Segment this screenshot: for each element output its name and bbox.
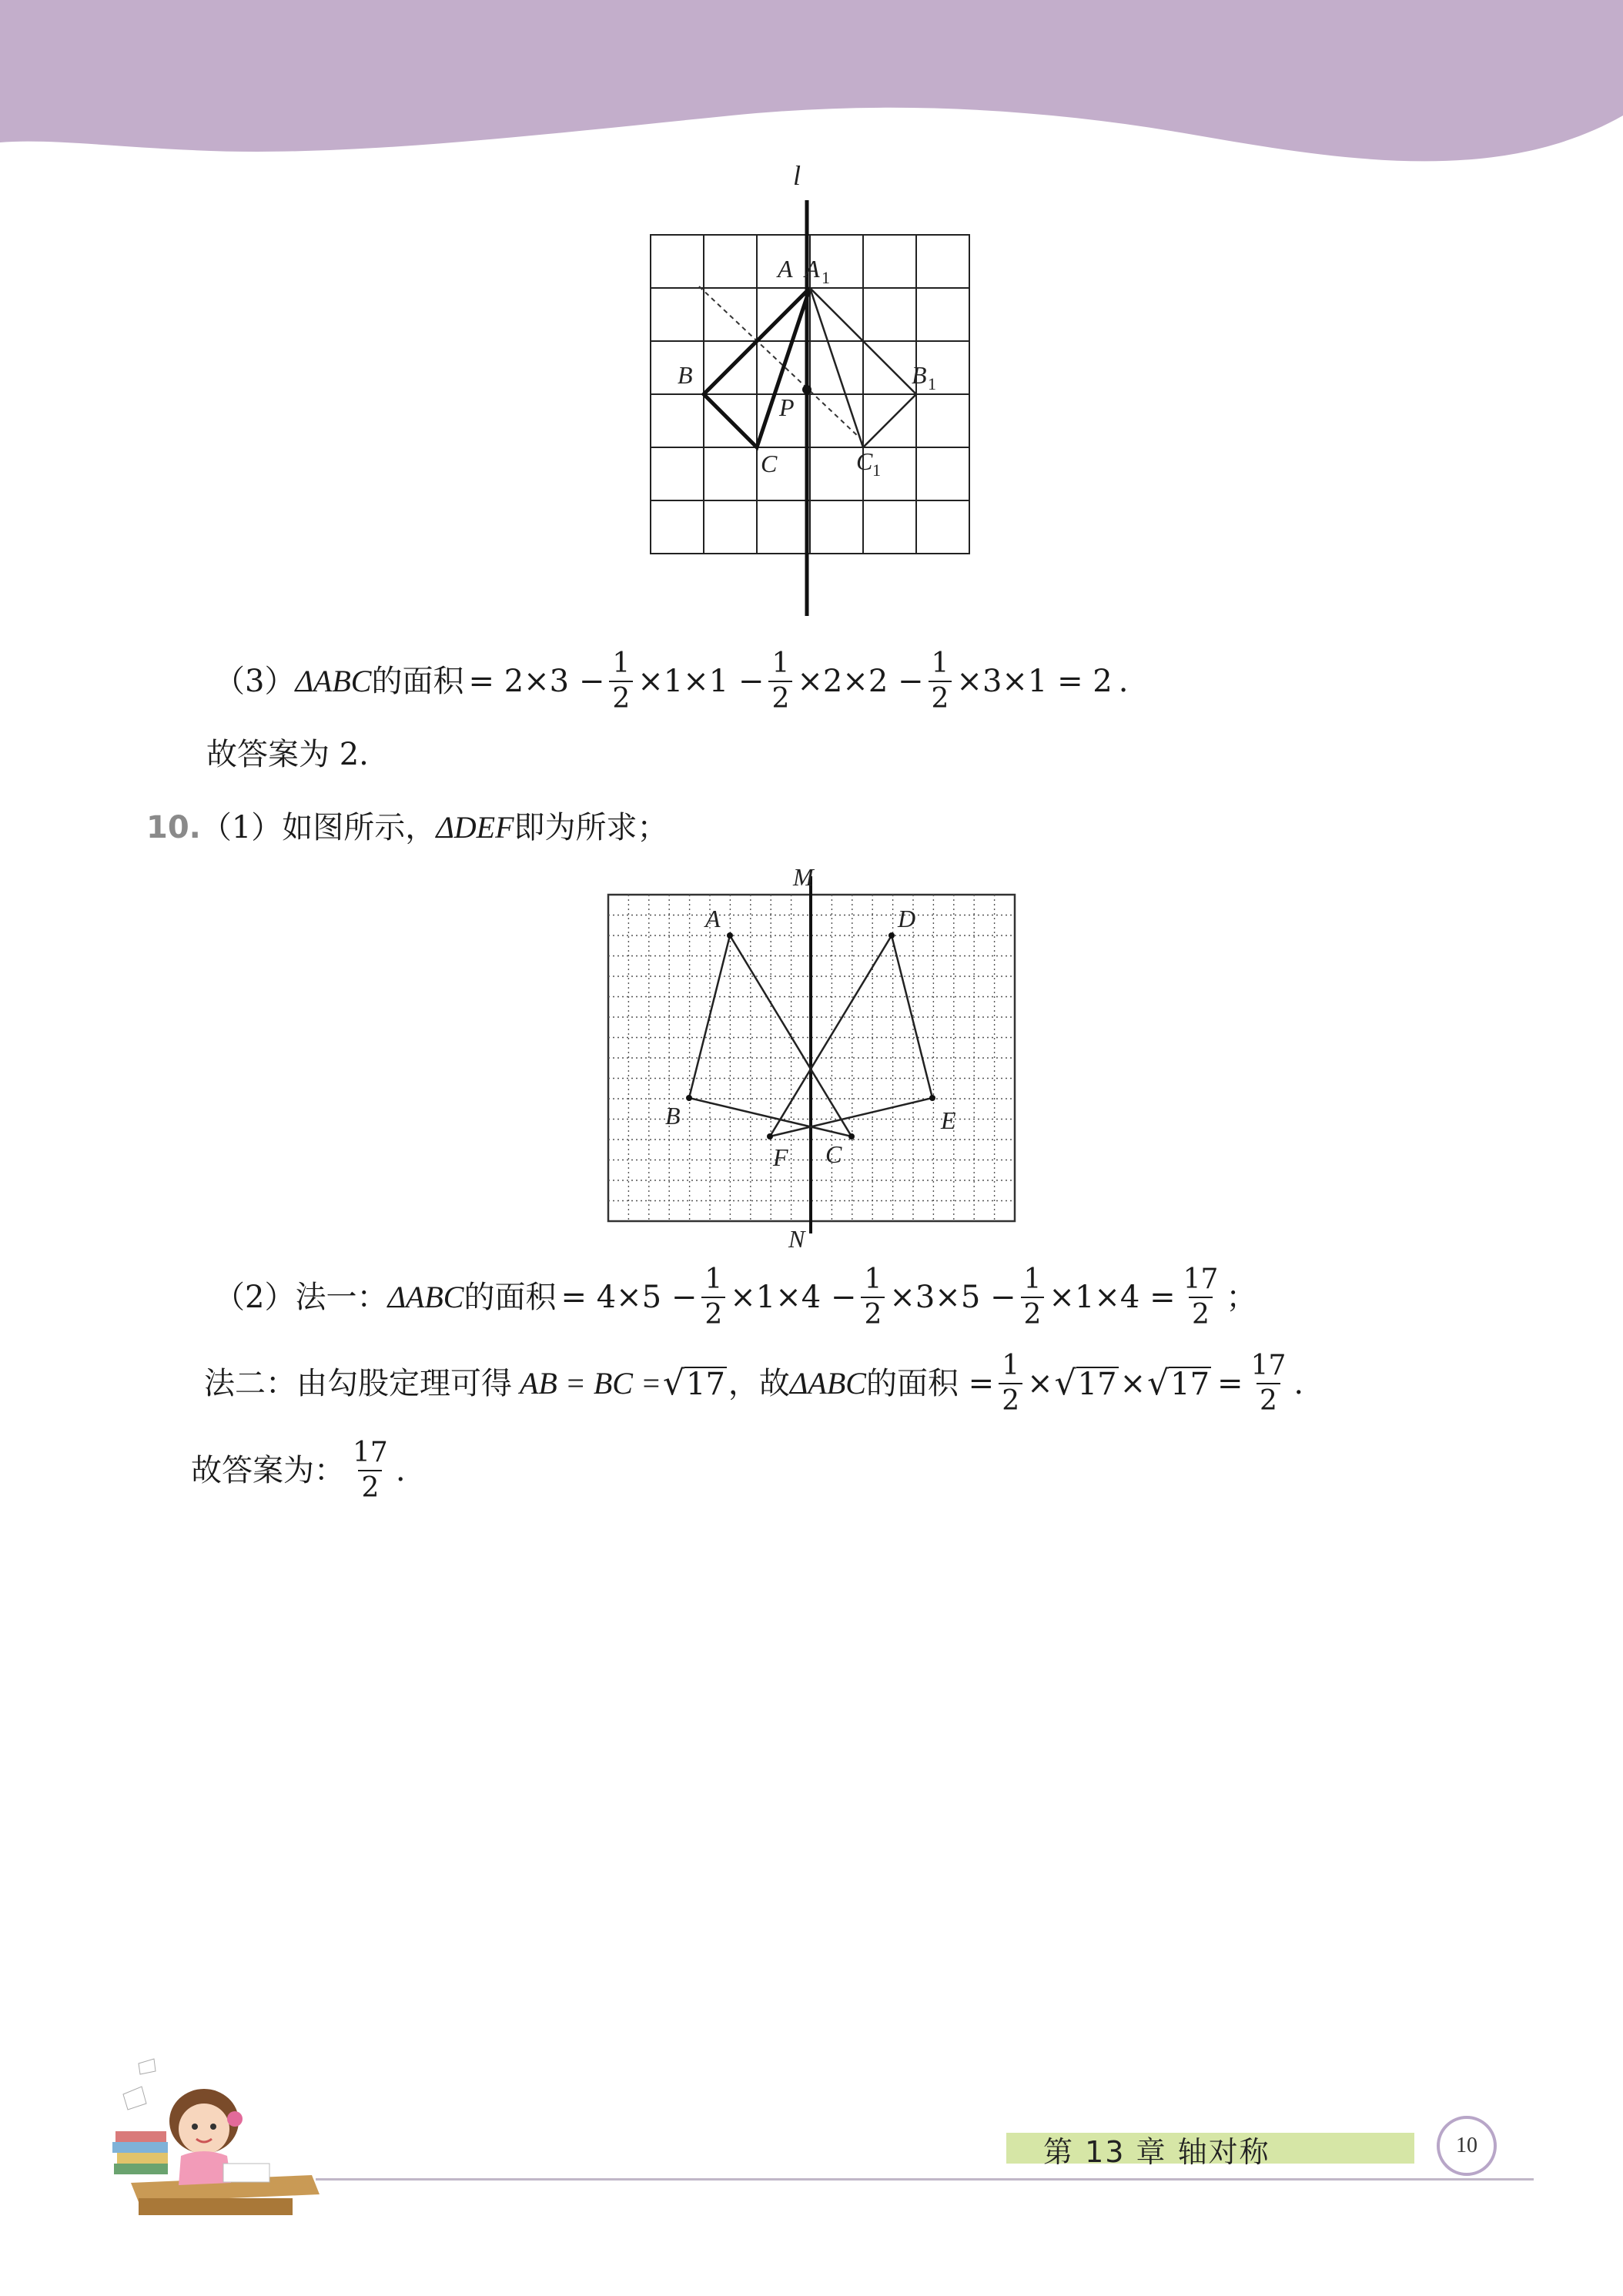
svg-text:1: 1	[822, 268, 830, 287]
fraction-half-1: $\frac{1}{2}$	[609, 650, 633, 713]
sqrt-17-c: √ 17	[1147, 1364, 1210, 1403]
label-c-2: C	[825, 1140, 842, 1168]
part3-area-line: （3） ΔABC 的面积 = 2×3 − $\frac{1}{2}$ ×1×1 − $\frac{1}{2}$ ×2×2 − $\frac{1}{2}$ ×3×1 = 2 .	[214, 648, 1129, 715]
label-a1: A	[805, 255, 820, 283]
q10-part1-line: 10. （1）如图所示， ΔDEF 即为所求；	[146, 810, 668, 845]
question-number: 10.	[146, 810, 201, 845]
label-e: E	[941, 1106, 956, 1134]
figure-symmetry-grid	[585, 862, 1032, 1255]
figure-reflection-grid	[631, 154, 986, 624]
label-f: F	[773, 1143, 788, 1171]
label-b1: B	[912, 361, 927, 389]
label-a: A	[778, 255, 793, 283]
method2-line: 法二：由勾股定理可得 AB = BC = √ 17 ，故 ΔABC 的面积 = $\frac{1}{2}$ × √ 17 × √ 17 = $\frac{17}{2}$ .	[204, 1350, 1304, 1417]
svg-text:1: 1	[928, 374, 936, 393]
footer-divider	[316, 2178, 1534, 2181]
label-c1: C	[856, 447, 873, 475]
page-number-badge: 10	[1437, 2116, 1497, 2176]
fraction-answer: $\frac{17}{2}$	[353, 1437, 388, 1504]
triangle-abc-2	[689, 935, 852, 1136]
header-wave-banner	[0, 0, 1623, 177]
label-d: D	[898, 905, 916, 932]
label-l: l	[793, 160, 801, 191]
fraction-result-1: $\frac{17}{2}$	[1183, 1263, 1219, 1330]
part3-answer: 故答案为 2.	[206, 737, 369, 772]
svg-text:1: 1	[872, 460, 881, 480]
student-mascot-illustration	[108, 2048, 323, 2217]
label-n: N	[788, 1225, 805, 1253]
sqrt-17-a: √ 17	[662, 1364, 725, 1403]
fraction-half-2: $\frac{1}{2}$	[768, 650, 792, 713]
label-b-2: B	[665, 1102, 681, 1130]
method1-line: （2）法一： ΔABC 的面积 = 4×5 − $\frac{1}{2}$ ×1×4 − $\frac{1}{2}$ ×3×5 − $\frac{1}{2}$ ×1×4 = $\frac{17}{2}$ ；	[214, 1263, 1257, 1330]
label-b: B	[678, 361, 693, 389]
chapter-footer-label: 第 13 章 轴对称	[1006, 2133, 1414, 2164]
label-a-2: A	[705, 905, 721, 932]
fraction-half-3: $\frac{1}{2}$	[929, 650, 952, 713]
final-answer-line: 故答案为： $\frac{17}{2}$ .	[191, 1437, 406, 1504]
label-p: P	[779, 393, 795, 421]
triangle-def	[770, 935, 932, 1136]
label-m: M	[793, 863, 814, 891]
sqrt-17-b: √ 17	[1054, 1364, 1117, 1403]
label-c: C	[761, 450, 778, 477]
point-p	[802, 385, 812, 394]
